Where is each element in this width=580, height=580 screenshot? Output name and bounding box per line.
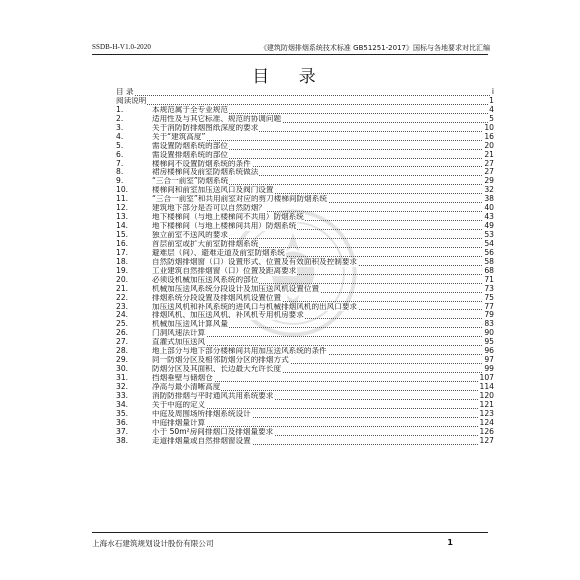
toc-entry-number: 36. [116,418,129,427]
table-of-contents [116,88,494,446]
toc-entry-title: 走道排烟量或自然排烟窗设置 [152,436,251,445]
toc-entry[interactable] [116,276,494,285]
toc-entry-title: 同一防烟分区及相邻防烟分区的排烟方式 [152,356,289,365]
header-divider [92,54,488,55]
toc-entry-page: 54 [484,239,494,248]
toc-entry-number: 9. [116,177,124,186]
toc-entry-number: 16. [116,239,129,248]
toc-entry-number: 19. [116,266,129,275]
page-header [0,0,580,60]
toc-entry[interactable] [116,338,494,347]
toc-entry-title: 裙房楼梯间及前室防烟系统做法 [152,168,259,177]
toc-entry-title: “三合一前室”和共用前室对应的剪刀楼梯间防烟系统 [152,195,327,204]
toc-entry-page: 75 [484,293,494,302]
toc-entry-number: 15. [116,231,129,239]
toc-entry-title: 首层前室或扩大前室防排烟系统 [152,239,259,248]
toc-entry-number: 25. [116,320,129,329]
toc-entry[interactable] [116,213,494,222]
toc-entry[interactable] [116,419,494,428]
toc-entry-title: 楼梯间不设置防烟系统的条件 [152,159,251,168]
toc-entry-number: 33. [116,391,129,400]
toc-entry-page: 99 [484,365,494,374]
toc-entry[interactable] [116,320,494,329]
toc-entry-page: 96 [484,347,494,356]
toc-entry-page: 20 [484,141,494,150]
toc-entry[interactable] [116,97,494,106]
toc-entry-title: 关于“建筑高度” [152,132,206,141]
toc-entry-number: 27. [116,338,129,347]
toc-entry-number: 3. [116,123,124,132]
toc-entry-page: 83 [484,320,494,329]
toc-entry[interactable] [116,356,494,365]
toc-entry-title: 机械加压送风计算风量 [152,320,228,329]
toc-entry-page: 10 [484,123,494,132]
toc-entry-page: 58 [484,257,494,266]
toc-entry-title: 净高与最小清晰高度 [152,382,221,391]
toc-entry-number: 35. [116,409,129,418]
toc-entry-page: 29 [484,177,494,186]
toc-entry[interactable] [116,124,494,133]
toc-entry-number: 34. [116,400,129,409]
toc-entry-page: 107 [479,374,494,382]
toc-entry-number: 14. [116,222,129,231]
toc-entry-title: 关于消防防排烟图纸深度的要求 [152,123,259,132]
toc-entry[interactable] [116,204,494,213]
toc-entry[interactable] [116,365,494,374]
toc-leader-dots [116,104,494,105]
toc-entry-page: 68 [484,266,494,275]
toc-entry-number: 28. [116,347,129,356]
doc-title: 《建筑防烟排烟系统技术标准 GB51251-2017》国标与各地要求对比汇编 [259,44,490,52]
toc-entry-page: 27 [484,168,494,177]
toc-entry-title: 需设置排烟系统的部位 [152,150,228,159]
toc-entry-number: 29. [116,356,129,365]
toc-entry-page: 21 [484,150,494,159]
toc-entry[interactable] [116,151,494,160]
toc-entry-number: 38. [116,436,129,445]
toc-entry-number: 24. [116,311,129,320]
toc-entry-number: 10. [116,186,129,195]
toc-entry-title: 防烟分区及其面积、长边最大允许长度 [152,365,282,374]
toc-entry-number: 8. [116,168,124,177]
toc-entry[interactable] [116,311,494,320]
toc-entry[interactable] [116,392,494,401]
toc-entry-title: 需设置防烟系统的部位 [152,141,228,150]
toc-entry[interactable] [116,160,494,169]
footer-page-number: 1 [447,538,453,547]
toc-entry[interactable] [116,329,494,338]
toc-entry[interactable] [116,222,494,231]
toc-entry[interactable] [116,231,494,240]
toc-entry-title: 门洞风速法计算 [152,329,206,338]
toc-entry[interactable] [116,285,494,294]
toc-entry[interactable] [116,168,494,177]
toc-entry-number: 30. [116,365,129,374]
toc-entry-title: 独立前室不送风的要求 [152,231,228,239]
toc-entry-title: 本规范属于全专业规范 [152,105,228,114]
toc-entry-title: 地上部分与地下部分楼梯间共用加压送风系统的条件 [152,347,327,356]
toc-leader-dots [116,95,494,96]
toc-entry-title: 挡烟垂壁与储烟仓 [152,374,213,382]
toc-entry-title: 必须设机械加压送风系统的部位 [152,275,259,284]
toc-entry-page: 32 [484,186,494,195]
toc-entry[interactable] [116,88,494,97]
toc-entry-title: 建筑地下部分是否可以自然防烟？ [152,204,266,213]
toc-entry-title: 适用性及与其它标准、规范的协调问题 [152,114,282,123]
toc-entry-number: 32. [116,382,129,391]
toc-entry-page: 38 [484,195,494,204]
toc-entry-title: 地下楼梯间（与地上楼梯间不共用）防烟系统 [152,213,304,222]
toc-entry-number: 4. [116,132,124,141]
toc-entry-page: 5 [489,114,494,123]
toc-entry-page: 40 [484,204,494,213]
toc-entry[interactable] [116,383,494,392]
toc-entry-page: 27 [484,159,494,168]
toc-entry-title: 楼梯间和前室加压送风口及阀门设置 [152,186,274,195]
toc-entry[interactable] [116,195,494,204]
toc-entry-page: 123 [479,409,494,418]
toc-entry-page: 4 [489,105,494,114]
toc-entry-number: 6. [116,150,124,159]
toc-entry[interactable] [116,267,494,276]
toc-entry-page: 16 [484,132,494,141]
toc-entry-number: 22. [116,293,129,302]
toc-entry-number: 1. [116,105,124,114]
toc-entry-page: 71 [484,275,494,284]
toc-entry[interactable] [116,410,494,419]
toc-entry[interactable] [116,133,494,142]
toc-entry-title: 机械加压送风系统分段设计及加压送风机设置位置 [152,284,320,293]
toc-entry-title: 地下楼梯间（与地上楼梯间共用）防烟系统 [152,222,297,231]
toc-entry[interactable] [116,347,494,356]
toc-entry[interactable] [116,186,494,195]
toc-entry-title: 排烟风机、加压送风机、补风机专用机房要求 [152,311,304,320]
toc-entry-number: 26. [116,329,129,338]
toc-entry-number: 17. [116,248,129,257]
toc-entry-number: 7. [116,159,124,168]
toc-entry-page: 73 [484,284,494,293]
toc-entry-page: 126 [479,427,494,436]
toc-entry-title: 直灌式加压送风 [152,338,206,347]
toc-entry-page: 79 [484,311,494,320]
toc-entry-number: 13. [116,213,129,222]
toc-entry-title: 避难层（间）、避难走道及前室防烟系统 [152,248,285,257]
toc-entry-title: 排烟系统分段设置及排烟风机设置位置 [152,293,282,302]
toc-entry-title: 工业建筑自然排烟窗（口）位置及距离要求 [152,266,297,275]
toc-entry-page: i [491,88,494,96]
footer-company: 上海水石建筑规划设计股份有限公司 [92,539,214,548]
toc-entry-page: 77 [484,302,494,311]
toc-entry[interactable] [116,428,494,437]
toc-entry-page: 56 [484,248,494,257]
toc-entry[interactable] [116,106,494,115]
toc-entry-page: 124 [479,418,494,427]
toc-entry[interactable] [116,258,494,267]
toc-entry-page: 1 [489,96,494,105]
toc-entry-title: “三合一前室”防烟系统 [152,177,229,186]
toc-entry-number: 21. [116,284,129,293]
toc-entry-number: 11. [116,195,129,204]
toc-entry-title: 中庭排烟量计算 [152,418,206,427]
toc-entry-title: 关于中庭的定义 [152,400,206,409]
toc-entry-title: 加压送风机和补风系统的进风口与机械排烟风机的出风口要求 [152,302,358,311]
toc-entry[interactable] [116,177,494,186]
toc-entry-title: 中庭及周围场所排烟系统设计 [152,409,251,418]
toc-entry-page: 121 [479,400,494,409]
toc-entry[interactable] [116,115,494,124]
toc-entry-title: 自然防烟排烟窗（口）设置形式、位置及有效面积及控制要求 [152,257,358,266]
toc-entry-number: 18. [116,257,129,266]
doc-id: SSDB-H-V1.0-2020 [92,43,151,51]
toc-entry-page: 90 [484,329,494,338]
toc-entry[interactable] [116,240,494,249]
toc-entry-number: 23. [116,302,129,311]
toc-entry-page: 127 [479,436,494,445]
toc-entry-page: 114 [479,382,494,391]
toc-entry-page: 95 [484,338,494,347]
toc-entry[interactable] [116,249,494,258]
toc-entry-title: 阅读说明 [116,96,147,105]
toc-entry-page: 120 [479,391,494,400]
page-title: 目 录 [252,67,328,87]
toc-entry[interactable] [116,437,494,446]
toc-entry[interactable] [116,142,494,151]
toc-entry-number: 5. [116,141,124,150]
toc-entry[interactable] [116,401,494,410]
toc-entry-number: 37. [116,427,129,436]
toc-entry-title: 目 录 [116,88,134,96]
toc-entry-page: 49 [484,222,494,231]
toc-entry-title: 消防防排烟与平时通风共用系统要求 [152,391,274,400]
toc-entry-title: 小于 50m²房间排烟口及排烟量要求 [152,427,274,436]
toc-entry[interactable] [116,303,494,312]
toc-entry-number: 31. [116,374,129,382]
toc-entry-page: 97 [484,356,494,365]
toc-entry-number: 20. [116,275,129,284]
toc-entry-page: 43 [484,213,494,222]
footer-divider [92,532,488,533]
toc-entry-number: 12. [116,204,129,213]
toc-entry[interactable] [116,374,494,383]
toc-entry-number: 2. [116,114,124,123]
toc-entry-page: 53 [484,231,494,239]
toc-entry[interactable] [116,294,494,303]
